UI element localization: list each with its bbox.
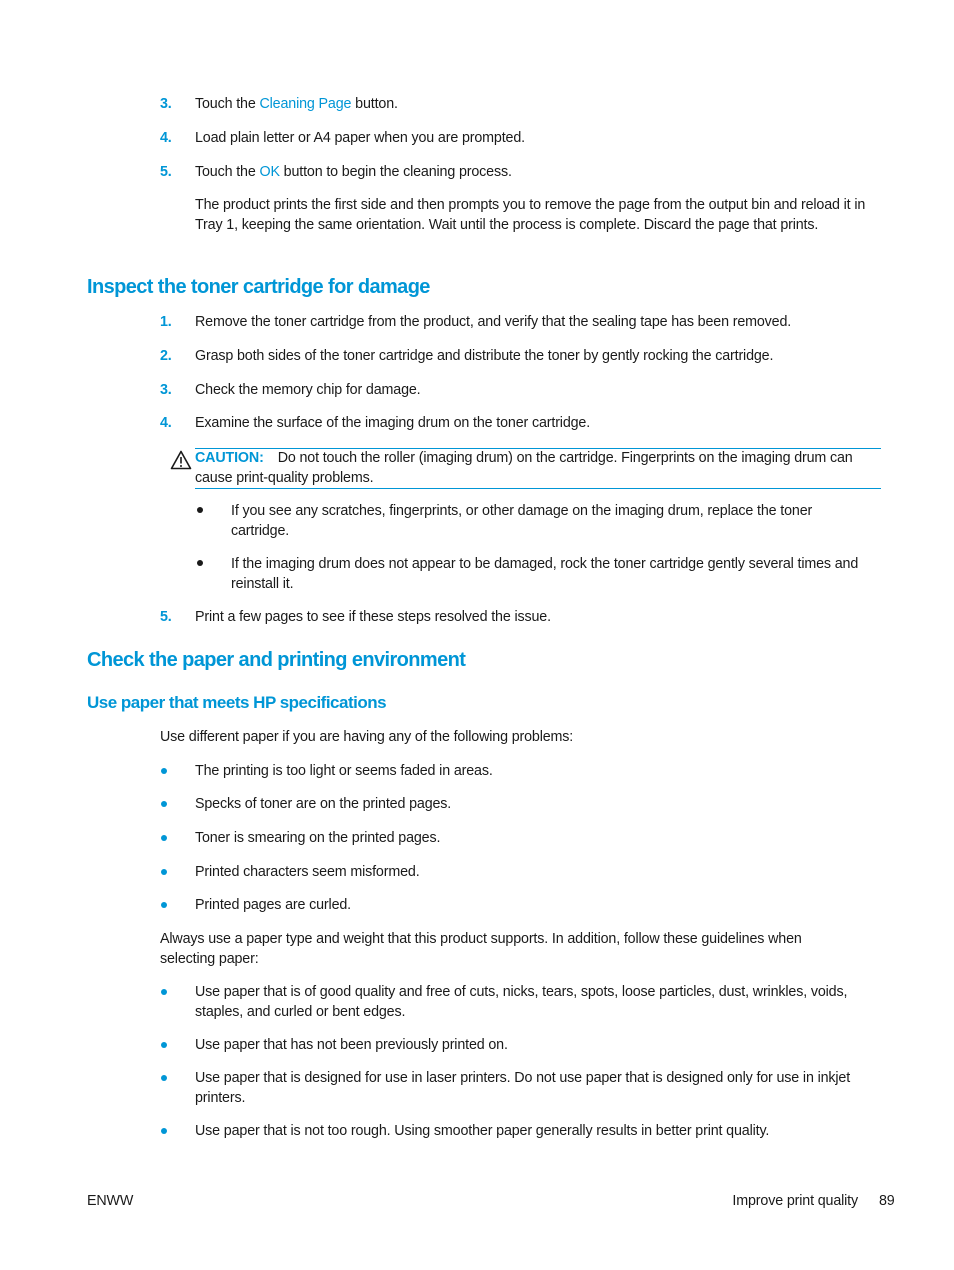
- step-text: [195, 95, 875, 115]
- caution-box: [195, 448, 881, 489]
- page-number: 89: [879, 1193, 895, 1209]
- bullet-text: Use paper that has not been previously printed on.: [195, 1037, 508, 1053]
- paragraph: Use different paper if you are having any of the following problems:: [160, 729, 574, 745]
- step-number: 2.: [160, 348, 172, 364]
- cleaning-page-button-ref: Cleaning Page: [259, 96, 352, 112]
- step-number: 3.: [160, 96, 172, 112]
- bullet-icon: [161, 902, 167, 908]
- text: Touch the: [195, 164, 260, 180]
- paragraph: Always use a paper type and weight that this product supports. In addition, follow these guidelines when selecting paper:: [160, 931, 802, 967]
- bullet-icon: [161, 1042, 167, 1048]
- bullet-icon: [161, 1128, 167, 1134]
- bullet-text: The printing is too light or seems faded in areas.: [195, 763, 493, 779]
- footer-section-title: Improve print quality: [732, 1193, 858, 1209]
- bullet-icon: [161, 869, 167, 875]
- step-number: 5.: [160, 609, 172, 625]
- step-text: [195, 163, 875, 183]
- text: button.: [351, 96, 398, 112]
- step-number: 4.: [160, 415, 172, 431]
- bullet-icon: [161, 1075, 167, 1081]
- text: Do not touch the roller (imaging drum) on the cartridge. Fingerprints on the imaging drum can cause print-quality problems.: [195, 450, 853, 486]
- bullet-icon: [161, 989, 167, 995]
- bullet-icon: [197, 507, 203, 513]
- bullet-text: Specks of toner are on the printed pages.: [195, 796, 452, 812]
- bullet-icon: [161, 801, 167, 807]
- bullet-text: Printed characters seem misformed.: [195, 864, 420, 880]
- step-text: Check the memory chip for damage.: [195, 382, 421, 398]
- subsection-heading: Use paper that meets HP specifications: [87, 693, 387, 712]
- step-text: Load plain letter or A4 paper when you are prompted.: [195, 130, 525, 146]
- caution-text: [195, 449, 875, 488]
- sub-bullet-text: If the imaging drum does not appear to be damaged, rock the toner cartridge gently several times and reinstall it.: [231, 556, 859, 592]
- step-number: 1.: [160, 314, 172, 330]
- bullet-text: Printed pages are curled.: [195, 897, 351, 913]
- warning-triangle-icon: [170, 450, 192, 470]
- section-heading: Check the paper and printing environment: [87, 649, 466, 671]
- step-text: Print a few pages to see if these steps resolved the issue.: [195, 609, 551, 625]
- step-text: Remove the toner cartridge from the product, and verify that the sealing tape has been removed.: [195, 314, 792, 330]
- bullet-icon: [161, 835, 167, 841]
- step-number: 3.: [160, 382, 172, 398]
- caution-label: CAUTION:: [195, 450, 264, 466]
- sub-bullet-text: If you see any scratches, fingerprints, or other damage on the imaging drum, replace the toner cartridge.: [231, 503, 813, 539]
- step-number: 4.: [160, 130, 172, 146]
- step-text: Grasp both sides of the toner cartridge and distribute the toner by gently rocking the cartridge.: [195, 348, 774, 364]
- step-text: Examine the surface of the imaging drum on the toner cartridge.: [195, 415, 591, 431]
- bullet-text: Use paper that is not too rough. Using smoother paper generally results in better print quality.: [195, 1123, 770, 1139]
- intro-note: The product prints the first side and then prompts you to remove the page from the output bin and reload it in Tray 1, keeping the same orientation. Wait until the process is complete. Discard the page that prints.: [195, 197, 866, 233]
- text: button to begin the cleaning process.: [279, 164, 512, 180]
- ok-button-ref: OK: [259, 164, 280, 180]
- footer-left: ENWW: [87, 1193, 134, 1209]
- bullet-text: Use paper that is of good quality and free of cuts, nicks, tears, spots, loose particles, dust, wrinkles, voids, staples, and curled or bent edges.: [195, 984, 848, 1020]
- text: Touch the: [195, 96, 260, 112]
- bullet-text: Use paper that is designed for use in laser printers. Do not use paper that is designed only for use in inkjet printers.: [195, 1070, 851, 1106]
- section-heading: Inspect the toner cartridge for damage: [87, 276, 430, 298]
- step-number: 5.: [160, 164, 172, 180]
- bullet-icon: [197, 560, 203, 566]
- bullet-icon: [161, 768, 167, 774]
- bullet-text: Toner is smearing on the printed pages.: [195, 830, 441, 846]
